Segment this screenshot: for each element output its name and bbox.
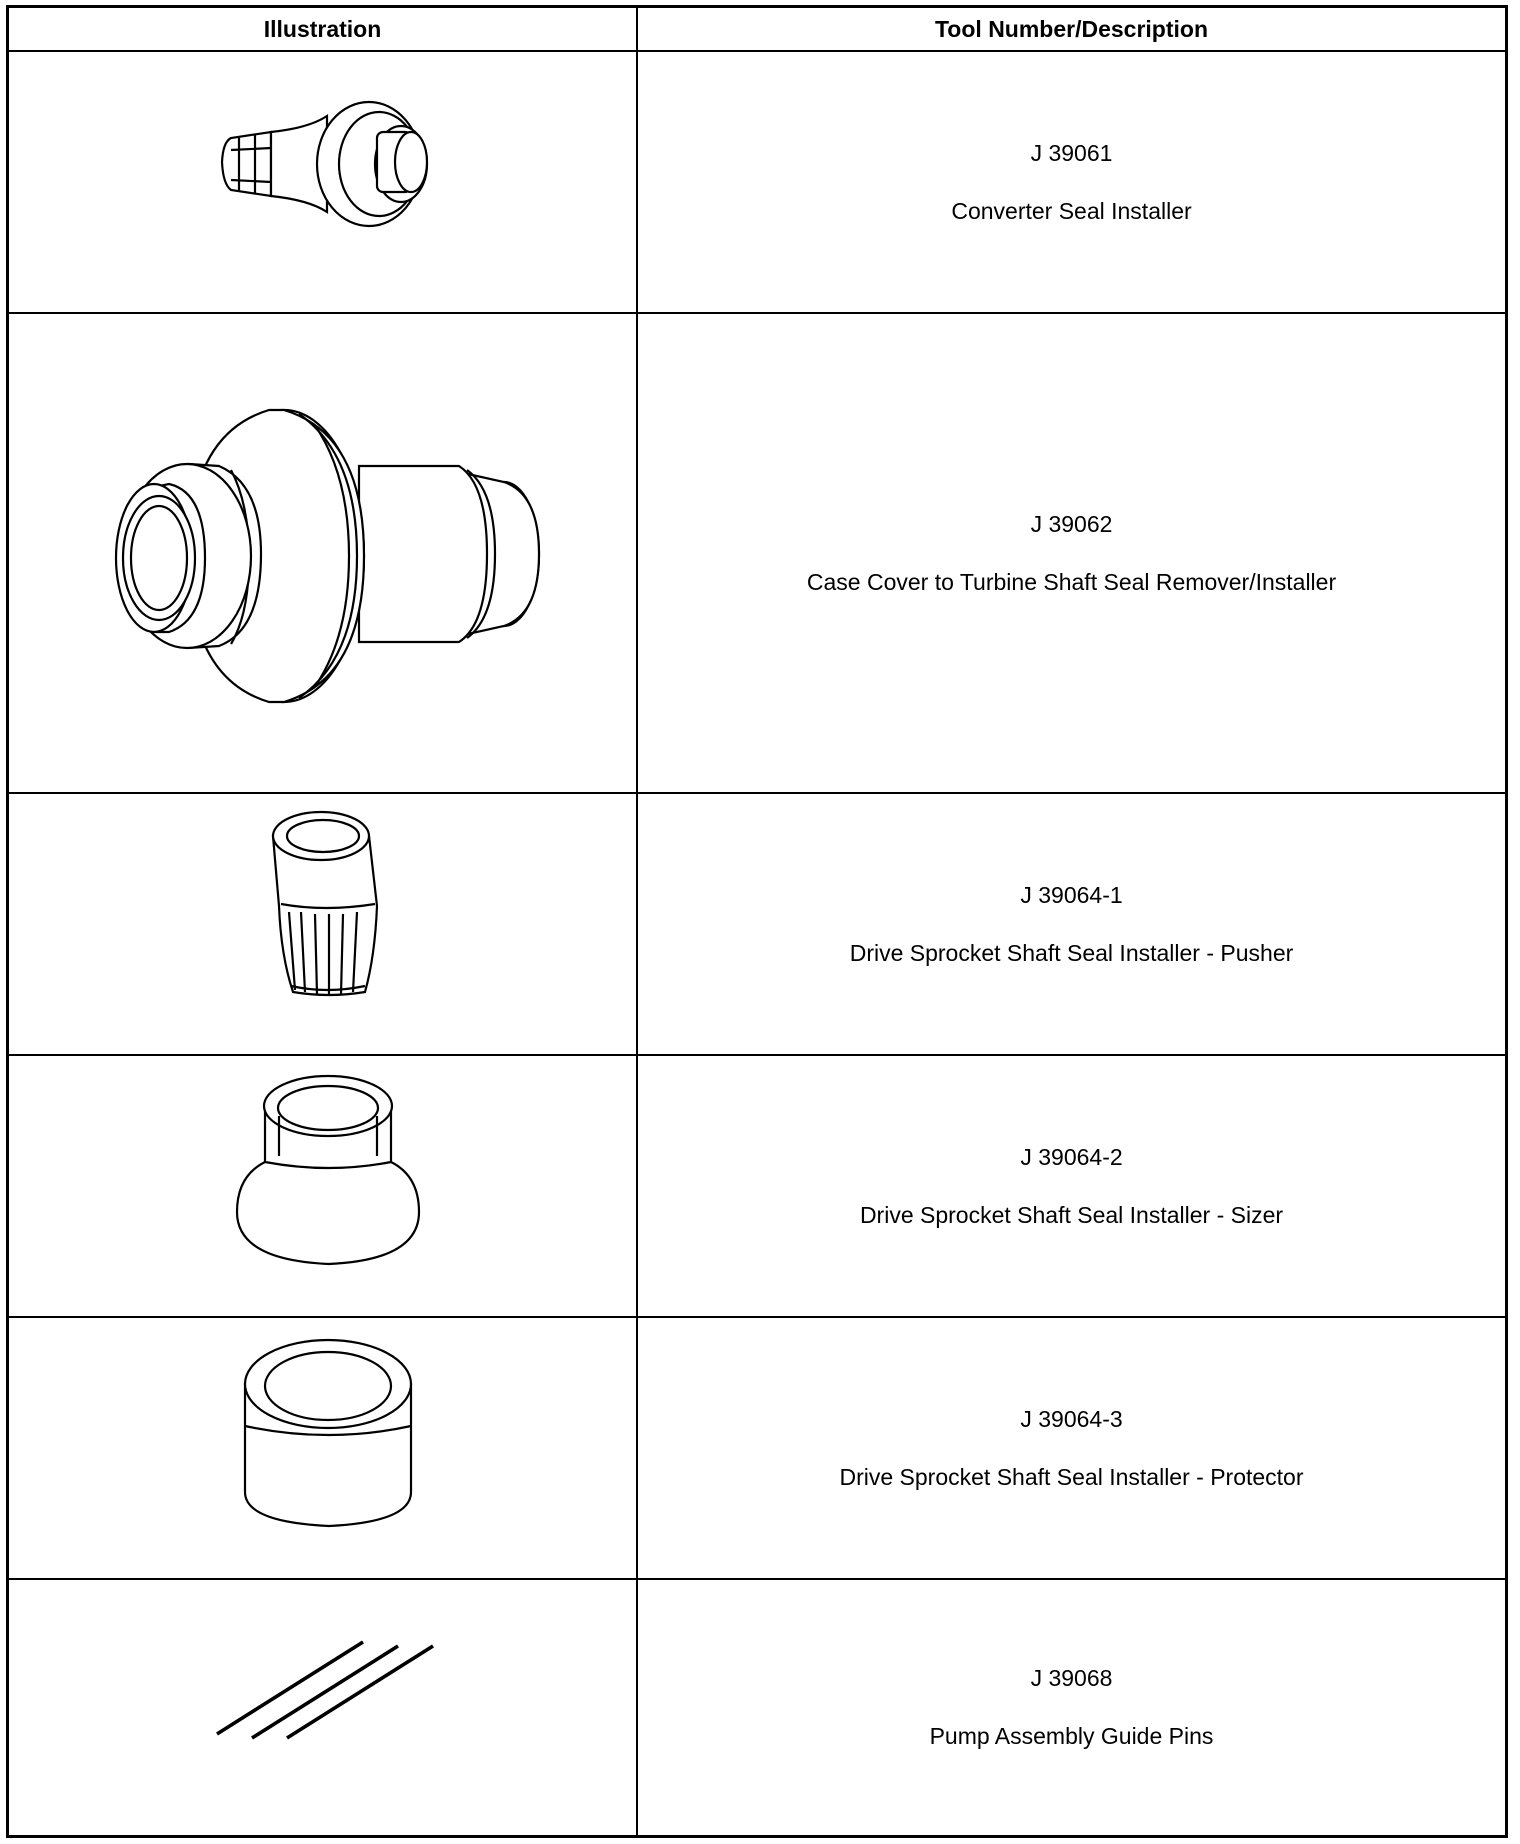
description-cell: [638, 794, 1505, 1054]
table-row: [9, 1578, 1505, 1835]
table-header: [9, 8, 1505, 50]
tool-description: Drive Sprocket Shaft Seal Installer - Pusher: [849, 939, 1294, 966]
illustration-cell: [9, 1318, 636, 1578]
tool-description: Pump Assembly Guide Pins: [929, 1723, 1214, 1749]
tool-description: Case Cover to Turbine Shaft Seal Remover/Installer: [806, 568, 1337, 595]
illustration-cell: [9, 1580, 636, 1835]
table-row: [9, 1054, 1505, 1316]
table-row: [9, 1316, 1505, 1578]
table-row: [9, 792, 1505, 1054]
pusher-icon: [9, 794, 636, 1056]
illustration-cell: [9, 314, 636, 792]
tool-description: Converter Seal Installer: [951, 197, 1192, 224]
header-illustration: Illustration: [263, 16, 382, 42]
illustration-cell: [9, 794, 636, 1054]
tool-description: Drive Sprocket Shaft Seal Installer - Sizer: [859, 1201, 1284, 1228]
guide-pins-icon: [9, 1580, 636, 1837]
tool-number: J 39064-3: [1020, 1405, 1123, 1432]
header-tool-number-description: Tool Number/Description: [934, 16, 1209, 42]
table-row: [9, 50, 1505, 312]
tool-number: J 39068: [1030, 1665, 1113, 1691]
description-cell: [638, 1056, 1505, 1316]
tool-number: J 39061: [1030, 139, 1113, 166]
protector-icon: [9, 1318, 636, 1580]
table-row: [9, 312, 1505, 792]
tool-number: J 39064-1: [1020, 881, 1123, 908]
tool-table: [6, 5, 1508, 1838]
description-cell: [638, 1580, 1505, 1835]
illustration-cell: [9, 1056, 636, 1316]
description-cell: [638, 1318, 1505, 1578]
tool-number: J 39062: [1030, 510, 1113, 537]
converter-seal-installer-icon: [9, 52, 636, 314]
description-cell: [638, 314, 1505, 792]
illustration-cell: [9, 52, 636, 312]
turbine-shaft-seal-tool-icon: [9, 314, 636, 794]
sizer-icon: [9, 1056, 636, 1318]
tool-description: Drive Sprocket Shaft Seal Installer - Protector: [839, 1463, 1304, 1490]
tool-number: J 39064-2: [1020, 1143, 1123, 1170]
description-cell: [638, 52, 1505, 312]
